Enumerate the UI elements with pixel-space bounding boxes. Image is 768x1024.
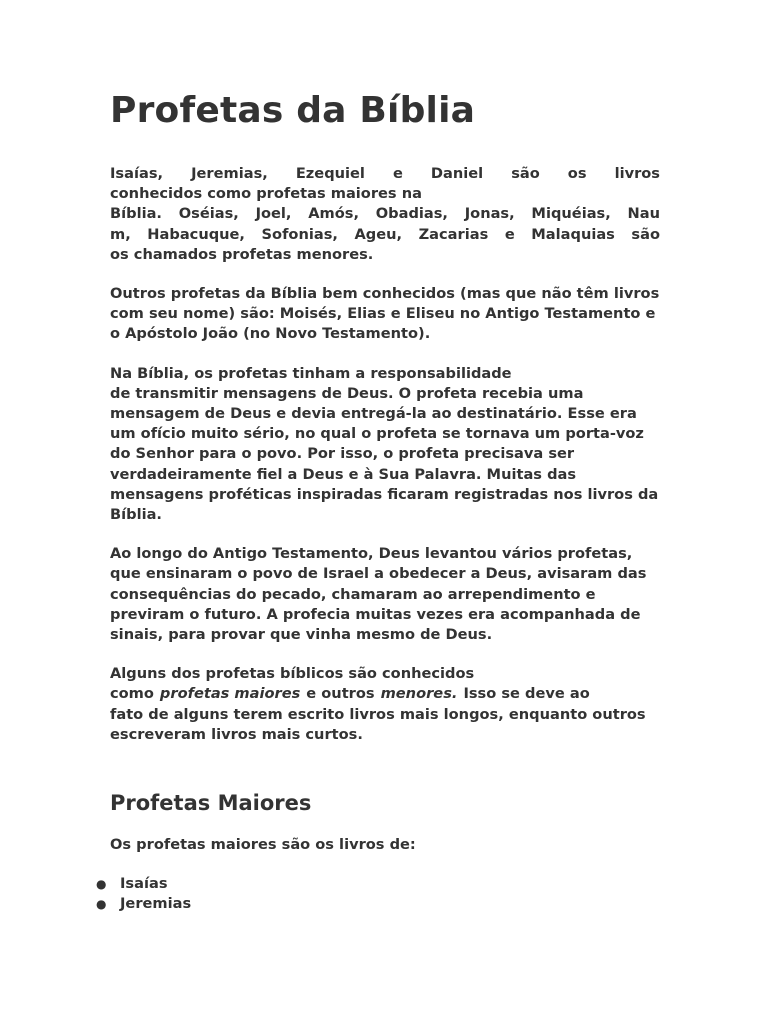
section-intro: Os profetas maiores são os livros de: [110,836,416,854]
list-item-label: Jeremias [120,895,192,913]
list-item [96,874,646,894]
article-body [96,88,660,915]
p5-rest: fato de alguns terem escrito livros mais longos, enquanto outros escreveram livros mais curtos. [110,705,646,743]
p5-after: Isso se deve ao [463,685,590,703]
list-item [96,894,646,914]
emphasis-menores: menores. [380,685,458,703]
p1-line2: conhecidos como profetas maiores na [110,185,422,203]
profetas-maiores-list [96,874,646,914]
p5-line1: Alguns dos profetas bíblicos são conhecidos [110,665,475,683]
p1-line1: Isaías, Jeremias, Ezequiel e Daniel são os livros [110,165,660,182]
p5-como: como [110,685,154,703]
p5-mid: e outros [306,685,375,703]
p1-line5: os chamados profetas menores. [110,245,374,263]
p1-line4: m, Habacuque, Sofonias, Ageu, Zacarias e Malaquias são [110,225,660,243]
paragraph-responsabilidade [110,364,660,526]
paragraph-antigo-testamento: Ao longo do Antigo Testamento, Deus levantou vários profetas, que ensinaram o povo de Israel a obedecer a Deus, avisaram das consequências do pecado, chamaram ao arrependimento e previram o futuro. A profecia muitas vezes era acompanhada de sinais, para provar que vinha mesmo de Deus. [110,545,647,644]
p3-rest: de transmitir mensagens de Deus. O profeta recebia uma mensagem de Deus e devia entregá-la ao destinatário. Esse era um ofício muito sério, no qual o profeta se tornava um porta-voz do Senhor para o povo. Por isso, o profeta precisava ser verdadeiramente fiel a Deus e à Sua Palavra. Muitas das mensagens proféticas inspiradas ficaram registradas nos livros da Bíblia. [110,384,659,524]
p3-line1: Na Bíblia, os profetas tinham a responsabilidade [110,364,512,382]
list-item-label: Isaías [120,875,168,893]
p1-line3: Bíblia. Oséias, Joel, Amós, Obadias, Jonas, Miquéias, Nau [110,205,660,223]
paragraph-outros-profetas: Outros profetas da Bíblia bem conhecidos (mas que não têm livros com seu nome) são: Moisés, Elias e Eliseu no Antigo Testamento e o Apóstolo João (no Novo Testamento). [110,285,660,343]
bullet-icon: ● [96,877,107,892]
paragraph-profetas-livros [110,164,660,265]
p5-line2 [110,684,660,704]
section-heading-profetas-maiores: Profetas Maiores [110,791,312,816]
emphasis-profetas-maiores: profetas maiores [159,685,301,703]
bullet-icon: ● [96,897,107,912]
paragraph-maiores-menores [110,664,660,745]
page-title: Profetas da Bíblia [110,90,476,131]
